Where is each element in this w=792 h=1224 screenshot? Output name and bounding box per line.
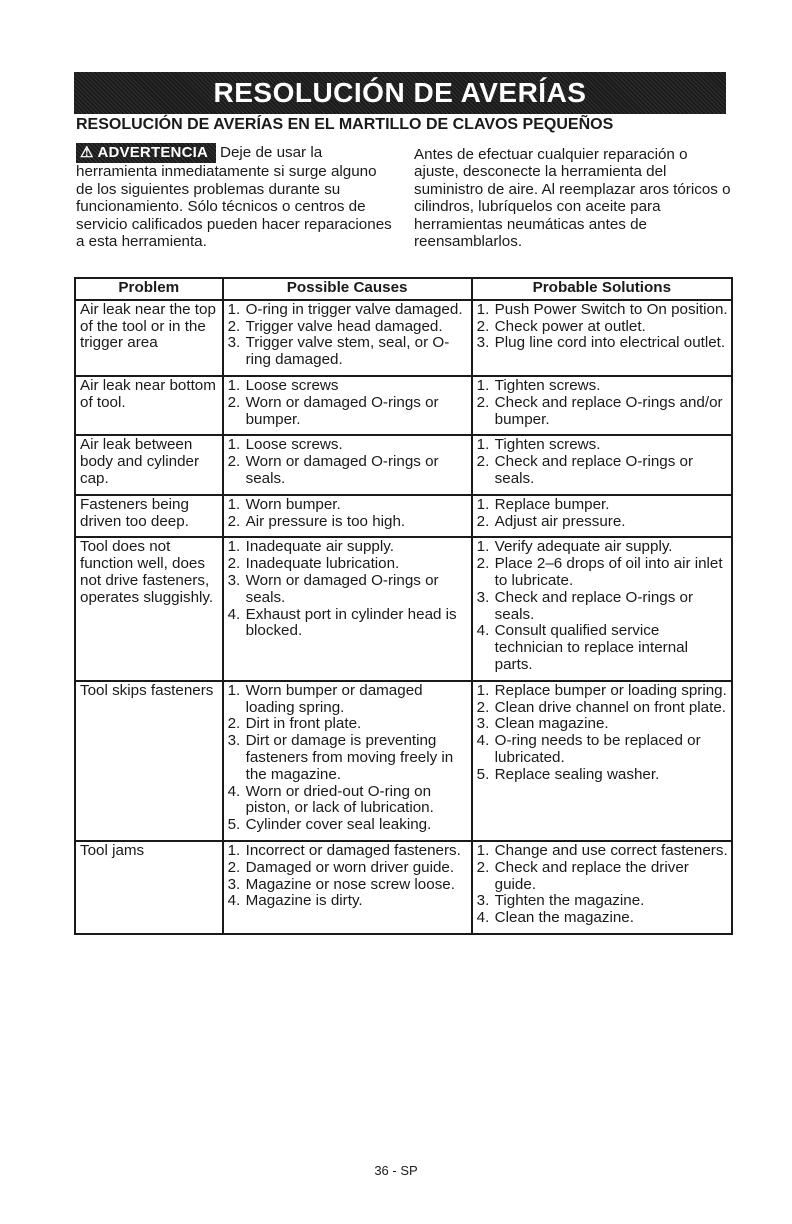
cause-text: Worn or damaged O-rings or seals.: [245, 571, 439, 606]
cause-number: 2.: [227, 555, 241, 573]
section-subtitle: RESOLUCIÓN DE AVERÍAS EN EL MARTILLO DE CLAVOS PEQUEÑOS: [76, 116, 614, 133]
table-row: [75, 300, 732, 376]
solution-item: [477, 767, 729, 784]
solution-item: [477, 843, 729, 860]
table-row: [75, 376, 732, 435]
solution-number: 1.: [476, 436, 490, 454]
cause-text: Magazine is dirty.: [245, 892, 363, 910]
solutions-cell: [472, 681, 732, 841]
warning-text: Deje de usar la herramienta inmediatamente si surge alguno de los siguientes problemas durante su funcionamiento. Sólo técnicos o centros de servicio calificados pueden hacer reparaciones a esta herramienta.: [76, 144, 392, 251]
cause-text: Trigger valve stem, seal, or O-ring damaged.: [245, 334, 450, 369]
cause-number: 1.: [227, 376, 241, 394]
solution-text: Replace bumper or loading spring.: [494, 681, 727, 699]
cause-number: 2.: [227, 715, 241, 733]
cause-text: O-ring in trigger valve damaged.: [245, 300, 463, 318]
solution-text: Replace bumper.: [494, 495, 610, 513]
cause-number: 1.: [227, 538, 241, 556]
solution-item: [477, 733, 729, 767]
cause-number: 1.: [227, 841, 241, 859]
cause-item: [228, 716, 469, 733]
cause-item: [228, 556, 469, 573]
causes-cell: [223, 300, 472, 376]
cause-number: 2.: [227, 512, 241, 530]
solutions-cell: [472, 435, 732, 494]
cause-text: Inadequate air supply.: [245, 538, 394, 556]
solution-text: Place 2–6 drops of oil into air inlet to lubricate.: [494, 555, 723, 589]
cause-number: 1.: [227, 300, 241, 318]
table-row: [75, 435, 732, 494]
cause-item: [228, 843, 469, 860]
solution-item: [477, 302, 729, 319]
cause-text: Worn or damaged O-rings or bumper.: [245, 393, 439, 428]
problem-cell: Fasteners being driven too deep.: [75, 495, 223, 538]
solution-number: 1.: [476, 300, 490, 318]
cause-text: Worn or dried-out O-ring on piston, or lack of lubrication.: [245, 782, 434, 817]
solution-text: Change and use correct fasteners.: [494, 841, 728, 859]
solutions-cell: [472, 376, 732, 435]
solution-text: Consult qualified service technician to replace internal parts.: [494, 622, 688, 673]
cause-number: 5.: [227, 816, 241, 834]
cause-item: [228, 454, 469, 488]
solution-item: [477, 395, 729, 429]
cause-item: [228, 302, 469, 319]
solution-item: [477, 716, 729, 733]
solution-number: 1.: [476, 538, 490, 556]
causes-cell: [223, 495, 472, 538]
solution-item: [477, 539, 729, 556]
causes-cell: [223, 681, 472, 841]
solution-number: 1.: [476, 376, 490, 394]
cause-item: [228, 893, 469, 910]
cause-number: 3.: [227, 875, 241, 893]
solution-text: Check and replace the driver guide.: [494, 858, 689, 893]
cause-number: 1.: [227, 436, 241, 454]
solution-text: Verify adequate air supply.: [494, 538, 673, 556]
cause-number: 3.: [227, 571, 241, 589]
cause-item: [228, 817, 469, 834]
troubleshooting-table: [74, 277, 733, 935]
cause-item: [228, 539, 469, 556]
solution-number: 1.: [476, 681, 490, 699]
solution-item: [477, 860, 729, 894]
solution-item: [477, 590, 729, 624]
cause-item: [228, 784, 469, 818]
solution-number: 2.: [476, 555, 490, 573]
cause-item: [228, 683, 469, 717]
solution-number: 5.: [476, 765, 490, 783]
cause-text: Damaged or worn driver guide.: [245, 858, 455, 876]
cause-text: Worn or damaged O-rings or seals.: [245, 453, 439, 487]
cause-number: 2.: [227, 453, 241, 471]
table-row: [75, 537, 732, 680]
cause-number: 1.: [227, 681, 241, 699]
cause-number: 2.: [227, 858, 241, 876]
solution-text: Tighten screws.: [494, 436, 601, 454]
cause-text: Cylinder cover seal leaking.: [245, 816, 432, 834]
cause-text: Incorrect or damaged fasteners.: [245, 841, 461, 859]
cause-item: [228, 573, 469, 607]
solution-number: 4.: [476, 909, 490, 927]
cause-text: Dirt or damage is preventing fasteners from moving freely in the magazine.: [245, 732, 454, 783]
solution-number: 1.: [476, 495, 490, 513]
cause-item: [228, 860, 469, 877]
solution-text: Replace sealing washer.: [494, 765, 660, 783]
solution-number: 3.: [476, 892, 490, 910]
solution-text: Adjust air pressure.: [494, 512, 626, 530]
cause-number: 3.: [227, 334, 241, 352]
cause-number: 4.: [227, 782, 241, 800]
cause-item: [228, 607, 469, 641]
cause-item: [228, 319, 469, 336]
solution-text: Tighten screws.: [494, 376, 601, 394]
solutions-cell: [472, 841, 732, 934]
solution-number: 3.: [476, 588, 490, 606]
cause-item: [228, 733, 469, 783]
solution-number: 2.: [476, 393, 490, 411]
solution-number: 4.: [476, 622, 490, 640]
cause-item: [228, 514, 469, 531]
cause-text: Magazine or nose screw loose.: [245, 875, 455, 893]
cause-number: 4.: [227, 605, 241, 623]
cause-text: Inadequate lubrication.: [245, 555, 400, 573]
solution-item: [477, 556, 729, 590]
solution-text: Check and replace O-rings and/or bumper.: [494, 393, 723, 428]
solution-item: [477, 454, 729, 488]
solution-number: 2.: [476, 512, 490, 530]
solution-item: [477, 700, 729, 717]
warning-block: [76, 143, 396, 250]
problem-cell: Tool does not function well, does not drive fasteners, operates sluggishly.: [75, 537, 223, 680]
solution-text: Tighten the magazine.: [494, 892, 645, 910]
solution-text: Push Power Switch to On position.: [494, 300, 728, 318]
solution-text: Check and replace O-rings or seals.: [494, 588, 694, 623]
problem-cell: Air leak between body and cylinder cap.: [75, 435, 223, 494]
cause-text: Trigger valve head damaged.: [245, 317, 443, 335]
warning-badge: ⚠ ADVERTENCIA: [76, 143, 216, 163]
section-banner: [74, 72, 726, 114]
causes-cell: [223, 537, 472, 680]
solution-number: 2.: [476, 858, 490, 876]
solutions-cell: [472, 300, 732, 376]
solution-number: 4.: [476, 732, 490, 750]
solution-item: [477, 335, 729, 352]
page-number: 36 - SP: [374, 1163, 418, 1178]
cause-text: Worn bumper or damaged loading spring.: [245, 681, 423, 716]
solution-text: Check and replace O-rings or seals.: [494, 453, 694, 487]
cause-item: [228, 497, 469, 514]
header-probable-solutions: Probable Solutions: [472, 278, 732, 300]
cause-number: 4.: [227, 892, 241, 910]
solution-item: [477, 378, 729, 395]
cause-text: Loose screws.: [245, 436, 343, 454]
solution-text: Plug line cord into electrical outlet.: [494, 334, 726, 352]
cause-item: [228, 877, 469, 894]
solution-text: Clean drive channel on front plate.: [494, 698, 726, 716]
solution-text: O-ring needs to be replaced or lubricated.: [494, 732, 701, 766]
cause-number: 2.: [227, 393, 241, 411]
solution-number: 1.: [476, 841, 490, 859]
solution-number: 3.: [476, 715, 490, 733]
solution-text: Check power at outlet.: [494, 317, 646, 335]
table-header-row: [75, 278, 732, 300]
causes-cell: [223, 841, 472, 934]
cause-item: [228, 335, 469, 369]
table-row: [75, 681, 732, 841]
solution-text: Clean the magazine.: [494, 909, 634, 927]
cause-item: [228, 378, 469, 395]
cause-text: Worn bumper.: [245, 495, 341, 513]
causes-cell: [223, 376, 472, 435]
banner-title: RESOLUCIÓN DE AVERÍAS: [213, 77, 587, 108]
repair-note: Antes de efectuar cualquier reparación o ajuste, desconecte la herramienta del suministro de aire. Al reemplazar aros tóricos o cilindros, lubríquelos con aceite para herramientas neumáticas antes de reensamblarlos.: [414, 146, 731, 251]
cause-text: Air pressure is too high.: [245, 512, 406, 530]
solution-text: Clean magazine.: [494, 715, 609, 733]
cause-item: [228, 395, 469, 429]
solutions-cell: [472, 495, 732, 538]
solution-item: [477, 437, 729, 454]
solution-item: [477, 319, 729, 336]
solution-number: 3.: [476, 334, 490, 352]
solution-item: [477, 910, 729, 927]
table-row: [75, 841, 732, 934]
solution-item: [477, 623, 729, 673]
problem-cell: Air leak near the top of the tool or in the trigger area: [75, 300, 223, 376]
solution-item: [477, 514, 729, 531]
cause-number: 2.: [227, 317, 241, 335]
solution-item: [477, 683, 729, 700]
solutions-cell: [472, 537, 732, 680]
cause-text: Dirt in front plate.: [245, 715, 362, 733]
cause-text: Loose screws: [245, 376, 339, 394]
cause-number: 1.: [227, 495, 241, 513]
cause-number: 3.: [227, 732, 241, 750]
solution-item: [477, 893, 729, 910]
problem-cell: Tool skips fasteners: [75, 681, 223, 841]
causes-cell: [223, 435, 472, 494]
solution-number: 2.: [476, 698, 490, 716]
header-problem: Problem: [75, 278, 223, 300]
header-possible-causes: Possible Causes: [223, 278, 472, 300]
solution-number: 2.: [476, 453, 490, 471]
problem-cell: Tool jams: [75, 841, 223, 934]
cause-text: Exhaust port in cylinder head is blocked.: [245, 605, 457, 640]
cause-item: [228, 437, 469, 454]
problem-cell: Air leak near bottom of tool.: [75, 376, 223, 435]
solution-number: 2.: [476, 317, 490, 335]
solution-item: [477, 497, 729, 514]
table-row: [75, 495, 732, 538]
table-body: [75, 300, 732, 934]
